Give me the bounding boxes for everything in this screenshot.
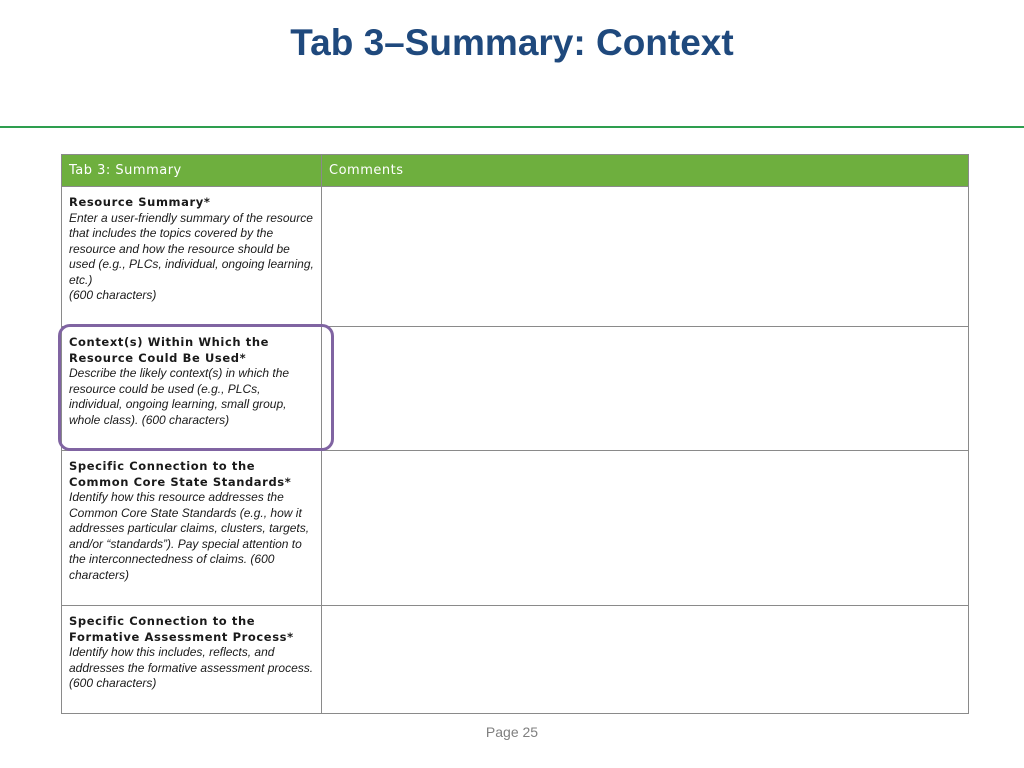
summary-table-container	[61, 154, 968, 714]
table-row-resource-summary	[62, 187, 969, 327]
slide-title: Tab 3–Summary: Context	[290, 22, 734, 63]
header-summary: Tab 3: Summary	[62, 155, 322, 187]
page-number: Page 25	[485, 724, 539, 740]
title-divider	[0, 126, 1024, 128]
comment-cell-resource-summary[interactable]	[322, 187, 969, 327]
comment-cell-context[interactable]	[322, 327, 969, 451]
field-description: Enter a user-friendly summary of the resource that includes the topics covered by the resource and how the resource should be used (e.g., PLCs, individual, ongoing learning, etc.) (600 characters)	[69, 210, 314, 303]
comment-cell-ccss-connection[interactable]	[322, 451, 969, 606]
field-description: Identify how this includes, reflects, and addresses the formative assessment process. (600 characters)	[69, 645, 314, 691]
field-title: Specific Connection to the Formative Assessment Process*	[69, 614, 294, 644]
field-title: Resource Summary*	[69, 195, 211, 209]
field-cell	[62, 451, 322, 606]
field-description: Identify how this resource addresses the Common Core State Standards (e.g., how it addresses particular claims, clusters, targets, and/or “standards”). Pay special attention to the interconnectedness of claims. (600 characters)	[69, 490, 310, 582]
table-row-formative-assessment	[62, 606, 969, 714]
field-cell	[62, 327, 322, 451]
field-title: Specific Connection to the Common Core State Standards*	[69, 459, 292, 489]
field-cell	[62, 187, 322, 327]
field-title: Context(s) Within Which the Resource Could Be Used*	[69, 335, 270, 365]
table-row-context	[62, 327, 969, 451]
field-description: Describe the likely context(s) in which the resource could be used (e.g., PLCs, individual, ongoing learning, small group, whole class). (600 characters)	[69, 366, 290, 427]
comment-cell-formative-assessment[interactable]	[322, 606, 969, 714]
header-comments: Comments	[322, 155, 969, 187]
table-header-row	[62, 155, 969, 187]
field-cell	[62, 606, 322, 714]
summary-table	[61, 154, 969, 714]
table-row-ccss-connection	[62, 451, 969, 606]
